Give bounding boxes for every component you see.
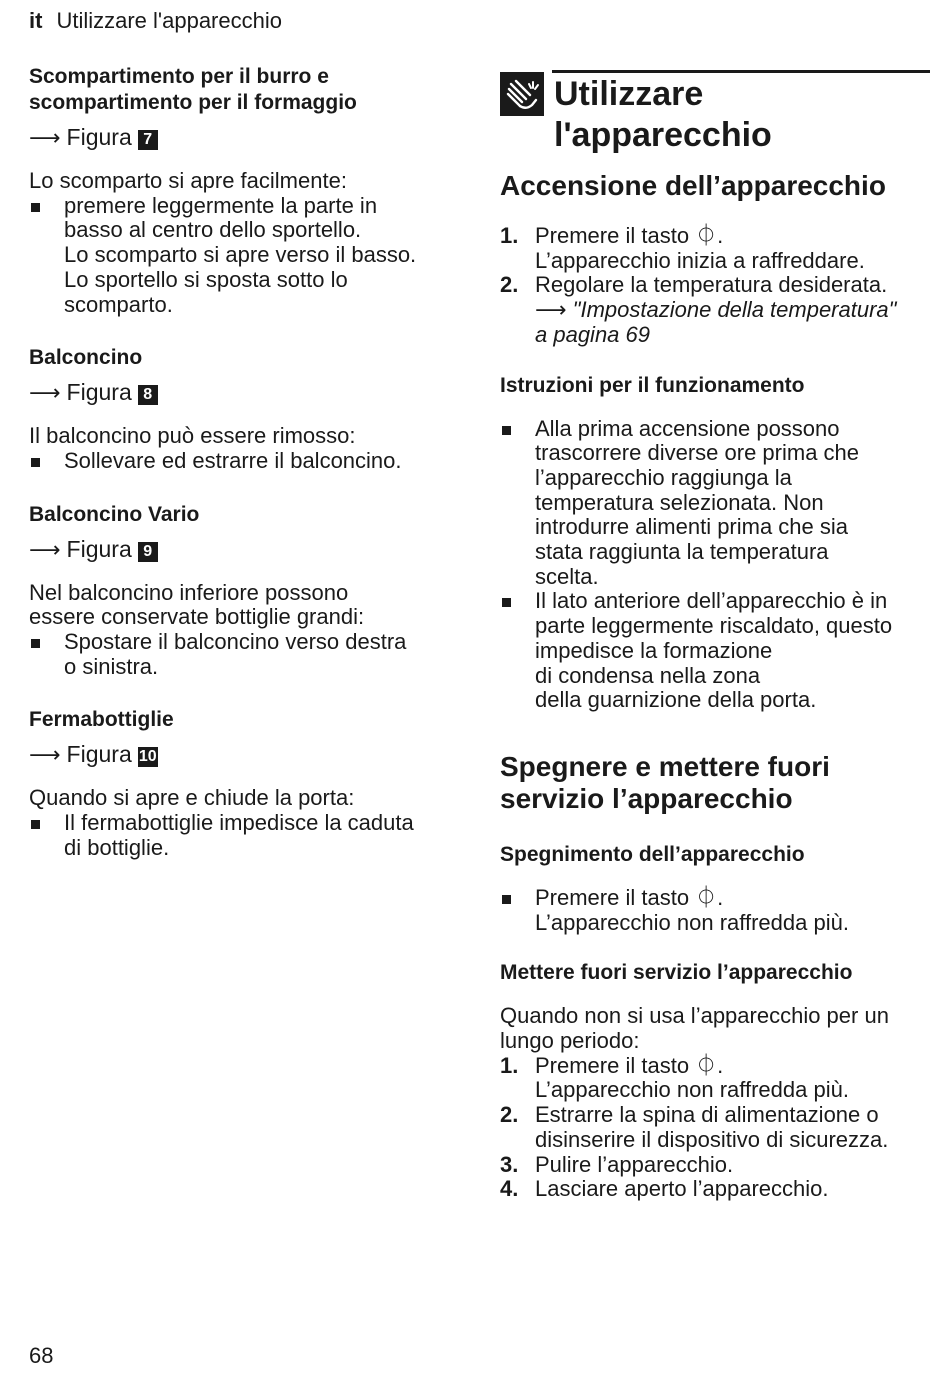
step-number: 1. bbox=[500, 223, 519, 248]
page-header bbox=[29, 8, 282, 34]
section-heading-butter-cheese bbox=[29, 64, 459, 116]
step-number: 3. bbox=[500, 1151, 519, 1177]
numbered-step bbox=[500, 1054, 930, 1103]
paragraph bbox=[500, 1004, 930, 1053]
header-title: Utilizzare l'apparecchio bbox=[56, 8, 282, 33]
bullet-line: Spostare il balconcino verso destra bbox=[64, 629, 407, 655]
bullet-item bbox=[29, 449, 459, 474]
paragraph-line: Nel balconcino inferiore possono bbox=[29, 579, 349, 605]
chapter-title bbox=[554, 74, 772, 156]
right-arrow-icon: ⟶ bbox=[29, 380, 61, 406]
cross-reference-text: "Impostazione della temperatura" bbox=[572, 297, 897, 323]
step-line: Premere il tasto ⏀. bbox=[535, 223, 724, 248]
chapter-title-block bbox=[500, 64, 930, 160]
right-arrow-icon: ⟶ bbox=[535, 297, 567, 323]
bullet-item bbox=[500, 886, 930, 935]
figure-number: 7 bbox=[138, 130, 158, 150]
paragraph-line: Quando non si usa l’apparecchio per un bbox=[500, 1003, 889, 1029]
figure-label: Figura bbox=[66, 535, 132, 562]
cross-reference-link[interactable] bbox=[535, 298, 930, 323]
bullet-line: Lo scomparto si apre verso il basso. bbox=[64, 242, 417, 268]
paragraph-line: essere conservate bottiglie grandi: bbox=[29, 604, 365, 630]
figure-label: Figura bbox=[66, 124, 132, 150]
figure-number: 9 bbox=[138, 542, 158, 562]
bullet-line: Il lato anteriore dell’apparecchio è in bbox=[535, 588, 888, 614]
section-heading-accensione: Accensione dell’apparecchio bbox=[500, 170, 886, 201]
bullet-item bbox=[29, 811, 459, 860]
square-bullet-icon bbox=[31, 820, 40, 829]
subsection-heading-spegnimento: Spegnimento dell’apparecchio bbox=[500, 842, 805, 866]
bullet-line: Premere il tasto ⏀. bbox=[535, 884, 724, 910]
section-heading-spegnere bbox=[500, 751, 930, 815]
step-line: L’apparecchio inizia a raffreddare. bbox=[535, 247, 865, 273]
bullet-line: l’apparecchio raggiunga la bbox=[535, 464, 792, 490]
step-line: Regolare la temperatura desiderata. bbox=[535, 272, 888, 298]
step-number: 1. bbox=[500, 1052, 519, 1078]
bullet-line: scomparto. bbox=[64, 291, 173, 317]
paragraph: Il balconcino può essere rimosso: bbox=[29, 423, 356, 449]
right-column bbox=[500, 64, 930, 1202]
numbered-step bbox=[500, 1153, 930, 1178]
bullet-line: impedisce la formazione bbox=[535, 637, 773, 663]
square-bullet-icon bbox=[502, 598, 511, 607]
left-column bbox=[29, 64, 459, 861]
chapter-title-line: Utilizzare bbox=[554, 75, 704, 113]
cross-reference-page: a pagina 69 bbox=[535, 321, 650, 347]
square-bullet-icon bbox=[502, 426, 511, 435]
chapter-rule bbox=[552, 70, 930, 73]
section-heading-balconcino: Balconcino bbox=[29, 346, 143, 370]
bullet-line: premere leggermente la parte in bbox=[64, 192, 378, 218]
step-number: 2. bbox=[500, 272, 519, 298]
figure-label: Figura bbox=[66, 379, 132, 406]
bullet-line: L’apparecchio non raffredda più. bbox=[535, 909, 849, 935]
bullet-line: di bottiglie. bbox=[64, 834, 170, 860]
bullet-line: di condensa nella zona bbox=[535, 662, 761, 688]
paragraph: Lo scomparto si apre facilmente: bbox=[29, 168, 347, 193]
bullet-line: parte leggermente riscaldato, questo bbox=[535, 613, 893, 639]
bullet-line: introdurre alimenti prima che sia bbox=[535, 514, 849, 540]
numbered-step bbox=[500, 1177, 930, 1202]
hand-button-icon bbox=[500, 72, 544, 116]
language-code: it bbox=[29, 8, 43, 33]
figure-reference bbox=[29, 379, 459, 406]
heading-line: Scompartimento per il burro e bbox=[29, 65, 329, 88]
subsection-heading-fuori-servizio: Mettere fuori servizio l’apparecchio bbox=[500, 961, 853, 985]
bullet-line: Il fermabottiglie impedisce la caduta bbox=[64, 810, 414, 836]
step-line: Estrarre la spina di alimentazione o bbox=[535, 1102, 879, 1128]
square-bullet-icon bbox=[502, 895, 511, 904]
figure-reference bbox=[29, 741, 459, 768]
bullet-line: stata raggiunta la temperatura bbox=[535, 539, 829, 565]
step-line: Premere il tasto ⏀. bbox=[535, 1052, 724, 1078]
figure-label: Figura bbox=[66, 741, 132, 768]
numbered-step bbox=[500, 273, 930, 347]
page-number: 68 bbox=[29, 1343, 54, 1368]
chapter-title-line: l'apparecchio bbox=[554, 116, 772, 154]
square-bullet-icon bbox=[31, 458, 40, 467]
right-arrow-icon: ⟶ bbox=[29, 742, 61, 768]
bullet-line: temperatura selezionata. Non bbox=[535, 489, 824, 515]
bullet-line: trascorrere diverse ore prima che bbox=[535, 440, 860, 466]
right-arrow-icon: ⟶ bbox=[29, 536, 61, 562]
bullet-item bbox=[500, 417, 930, 590]
bullet-line: della guarnizione della porta. bbox=[535, 687, 817, 713]
paragraph bbox=[29, 581, 459, 630]
paragraph: Quando si apre e chiude la porta: bbox=[29, 785, 355, 811]
figure-number: 8 bbox=[138, 385, 158, 405]
figure-reference bbox=[29, 536, 459, 563]
figure-reference bbox=[29, 124, 459, 151]
bullet-line: Alla prima accensione possono bbox=[535, 415, 840, 441]
figure-number: 10 bbox=[138, 748, 157, 766]
bullet-line: o sinistra. bbox=[64, 653, 159, 679]
step-line: disinserire il dispositivo di sicurezza. bbox=[535, 1126, 889, 1152]
bullet-line: Sollevare ed estrarre il balconcino. bbox=[64, 447, 402, 473]
heading-line: scompartimento per il formaggio bbox=[29, 91, 357, 114]
bullet-item bbox=[29, 630, 459, 679]
heading-line: servizio l’apparecchio bbox=[500, 782, 793, 814]
subsection-heading-istruzioni: Istruzioni per il funzionamento bbox=[500, 373, 805, 397]
heading-line: Spegnere e mettere fuori bbox=[500, 750, 830, 782]
right-arrow-icon: ⟶ bbox=[29, 125, 61, 150]
step-number: 4. bbox=[500, 1176, 519, 1202]
bullet-item bbox=[29, 194, 459, 318]
step-number: 2. bbox=[500, 1102, 519, 1128]
square-bullet-icon bbox=[31, 203, 40, 212]
bullet-line: Lo sportello si sposta sotto lo bbox=[64, 266, 348, 292]
bullet-line: scelta. bbox=[535, 563, 599, 589]
step-line: L’apparecchio non raffredda più. bbox=[535, 1077, 849, 1103]
square-bullet-icon bbox=[31, 639, 40, 648]
step-line: Pulire l’apparecchio. bbox=[535, 1151, 734, 1177]
bullet-item bbox=[500, 589, 930, 713]
numbered-step bbox=[500, 1103, 930, 1152]
numbered-step bbox=[500, 224, 930, 273]
section-heading-balconcino-vario: Balconcino Vario bbox=[29, 502, 200, 526]
section-heading-fermabottiglie: Fermabottiglie bbox=[29, 708, 174, 732]
step-line: Lasciare aperto l’apparecchio. bbox=[535, 1176, 829, 1202]
paragraph-line: lungo periodo: bbox=[500, 1028, 640, 1054]
bullet-line: basso al centro dello sportello. bbox=[64, 217, 362, 243]
